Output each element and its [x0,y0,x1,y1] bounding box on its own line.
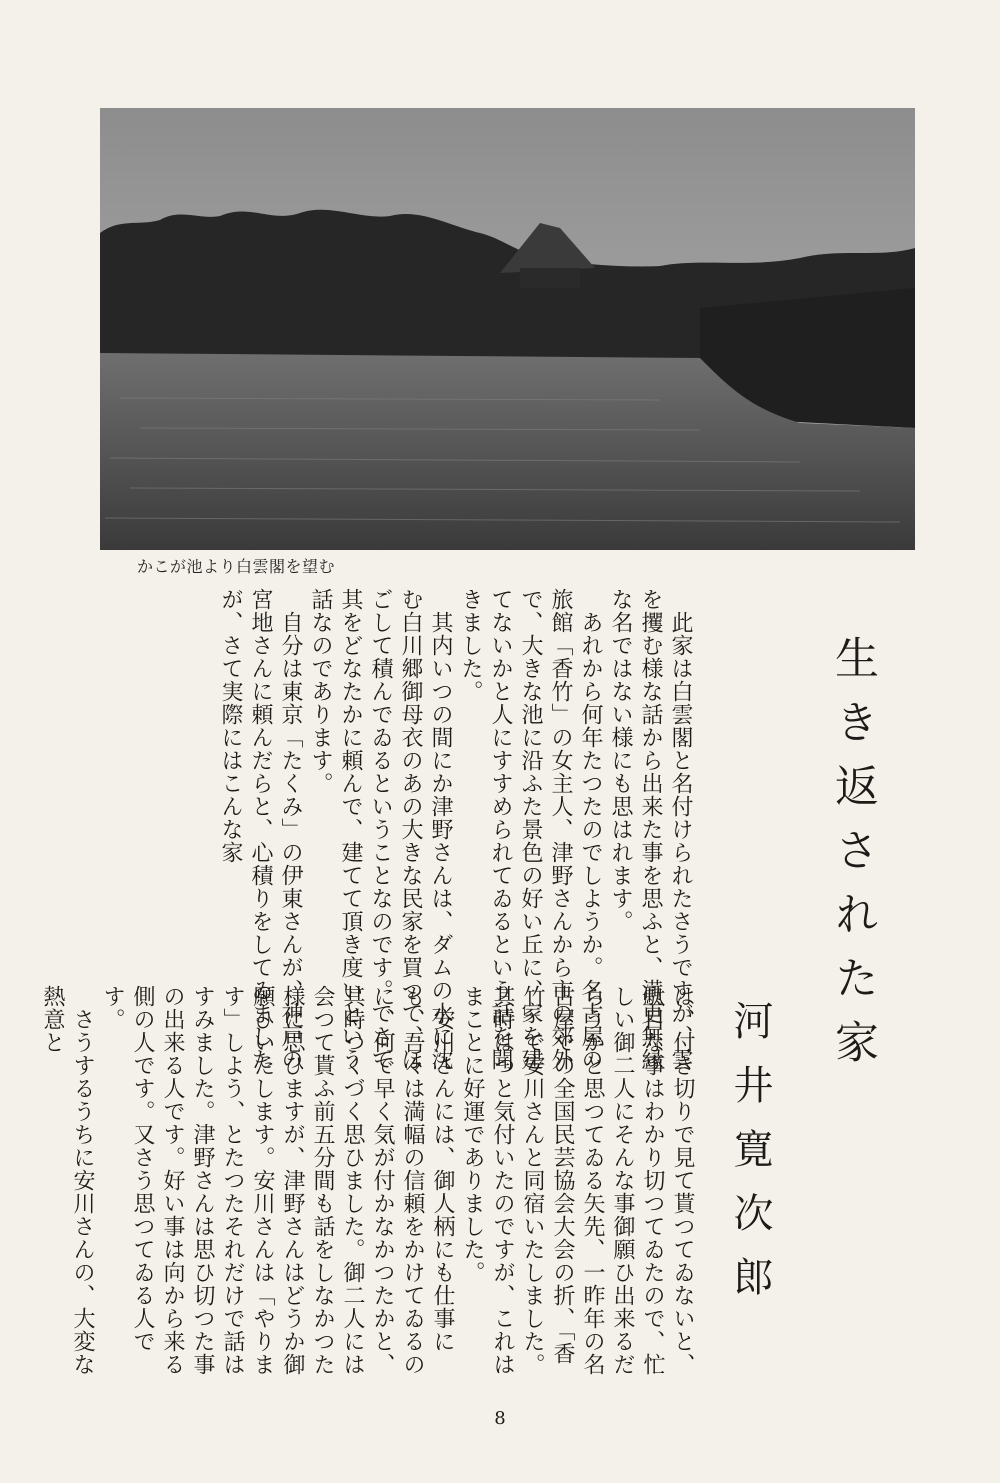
photo-kakogaike-hakuunkaku [100,108,915,550]
paragraph: は、付き切りで見て貰つてゐないと、駄目な事はわかり切つてゐたので、忙しい御二人にそんな事御願ひ出来るだらうかと思つてゐる矢先、一昨年の名古屋での全国民芸協会大会の折、「香竹」で安川さんと同宿いたしました。其時はつと気付いたのですが、これはまことに好運でありました。 [460,985,695,1376]
photo-image [100,108,915,550]
article-title: 生き返された家 [827,635,878,1083]
paragraph: さうするうちに安川さんの、大変な熱意と [40,985,95,1376]
paragraph: 自分は東京「たくみ」の伊東さんが、神戸の宮地さんに頼んだらと、心積りをしてゐましたが、さて実際にはこんな家 [218,588,303,1071]
page-number: 8 [494,1408,506,1429]
lower-text-block [40,985,697,1390]
paragraph: 其内いつの間にか津野さんは、ダムの水に沈む白川郷御母衣のあの大きな民家を買つて、ほごして積んでゐるということなのです。でさて其をどなたかに頼んで、建てて頂き度いという話なのであります。 [308,588,453,1071]
photo-caption: かこが池より白雲閣を望む [137,557,336,576]
article-author: 河井寛次郎 [727,1000,773,1320]
paragraph: 安川さんには、御人柄にも仕事にも、吾々は満幅の信頼をかけてゐるのに、何で早く気が付かなかつたかと、其時つくづく思ひました。御二人には会つて貰ふ前五分間も話をしなかつた様に思ひますが、津野さんはどうか御願ひいたします。安川さんは「やります」しよう、とたつたそれだけで話はすみました。津野さんは思ひ切つた事の出来る人です。好い事は向から来る側の人です。又さう思つてゐる人です。 [100,985,455,1376]
paragraph: 此家は白雲閣と名付けられたさうですが、雲を攫む様な話から出来た事を思ふと、満更無縁な名ではない様にも思はれます。 [608,588,693,1071]
paragraph: あれから何年たつたのでしようか。名古屋の旅館「香竹」の女主人、津野さんから市の郊外で、大きな池に沿ふた景色の好い丘に、家を建てないかと人にすすめられてゐるという話を聞きました。 [458,588,603,1071]
